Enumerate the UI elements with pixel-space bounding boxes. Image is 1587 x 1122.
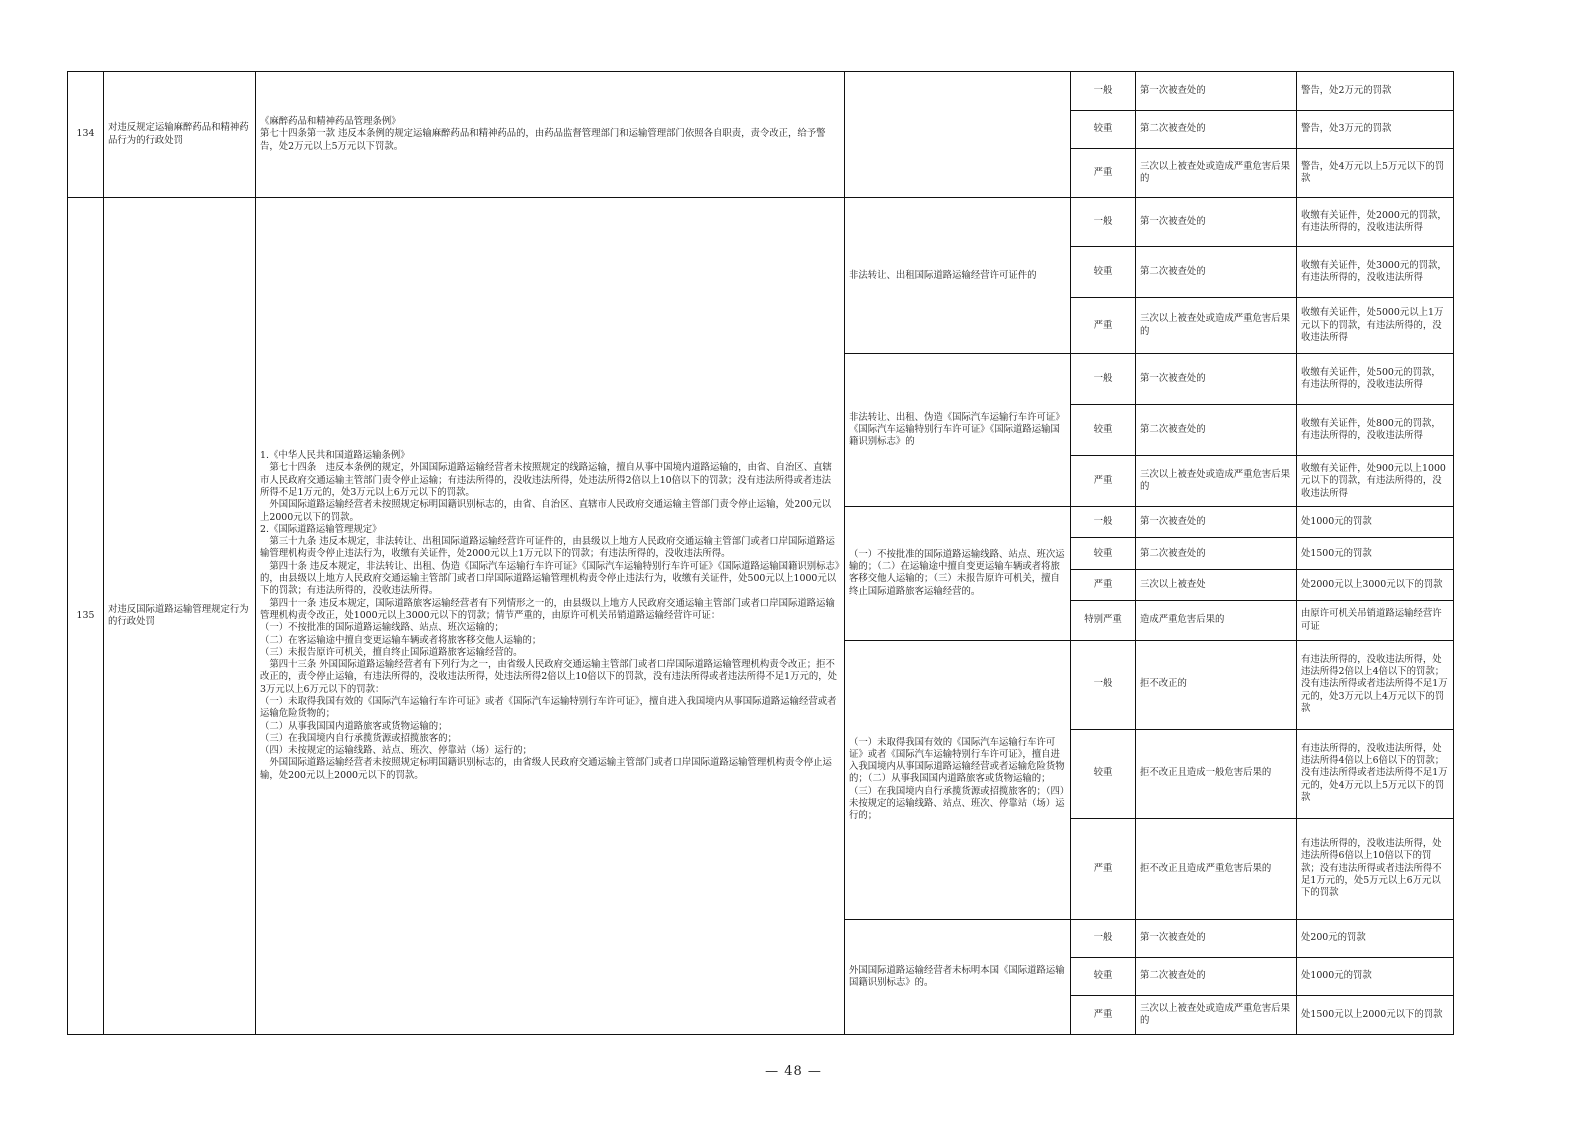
condition: 三次以上被查处或造成严重危害后果的 — [1136, 995, 1297, 1034]
level: 严重 — [1071, 818, 1136, 919]
basis-line: （三）未报告原许可机关，擅自终止国际道路旅客运输经营的。 — [260, 646, 523, 658]
level: 一般 — [1071, 72, 1136, 111]
standard: 有违法所得的，没收违法所得，处违法所得6倍以上10倍以下的罚款；没有违法所得或者违法所得不足1万元的，处5万元以上6万元以下的罚款 — [1297, 818, 1454, 919]
level: 较重 — [1071, 538, 1136, 570]
level: 较重 — [1071, 957, 1136, 995]
level: 较重 — [1071, 405, 1136, 456]
circumstance: （一）不按批准的国际道路运输线路、站点、班次运输的；（二）在运输途中擅自变更运输车辆或者将旅客移交他人运输的；（三）未报告原许可机关，擅自终止国际道路旅客运输经营的。 — [845, 507, 1071, 640]
basis-line: 第七十四条 违反本条例的规定，外国国际道路运输经营者未按照规定的线路运输，擅自从事中国境内道路运输的，由省、自治区、直辖市人民政府交通运输主管部门责令停止运输；有违法所得的，没收违法所得，处违法所得2倍以上10倍以下的罚款；没有违法所得或者违法所得不足1万元的，处3万元以上6万元以下的罚款。 — [260, 462, 832, 498]
page-number: — 48 — — [765, 1064, 822, 1079]
condition: 第二次被查处的 — [1136, 538, 1297, 570]
standard: 收缴有关证件，处800元的罚款，有违法所得的，没收违法所得 — [1297, 405, 1454, 456]
condition: 第一次被查处的 — [1136, 72, 1297, 111]
level: 一般 — [1071, 919, 1136, 957]
standard: 收缴有关证件，处3000元的罚款，有违法所得的，没收违法所得 — [1297, 247, 1454, 298]
condition: 三次以上被查处或造成严重危害后果的 — [1136, 298, 1297, 354]
basis-line: （三）在我国境内自行承揽货源或招揽旅客的； — [260, 732, 457, 744]
standard: 处1000元的罚款 — [1297, 507, 1454, 538]
basis-line: （一）未取得我国有效的《国际汽车运输行车许可证》或者《国际汽车运输特别行车许可证》，擅自进入我国境内从事国际道路运输经营或者运输危险货物的； — [260, 695, 837, 720]
condition: 拒不改正且造成严重危害后果的 — [1136, 818, 1297, 919]
circumstance: 外国国际道路运输经营者未标明本国《国际道路运输国籍识别标志》的。 — [845, 919, 1071, 1034]
basis-line: 第四十三条 外国国际道路运输经营者有下列行为之一，由省级人民政府交通运输主管部门或者口岸国际道路运输管理机构责令改正；拒不改正的，责令停止运输，有违法所得的，没收违法所得，处违法所得2倍以上10倍以下的罚款，没有违法所得或者违法所得不足1万元的，处3万元以上6万元以下的罚款： — [260, 659, 837, 695]
condition: 第二次被查处的 — [1136, 957, 1297, 995]
basis-line: 外国国际道路运输经营者未按照规定标明国籍识别标志的，由省、自治区、直辖市人民政府交通运输主管部门责令停止运输，处200元以上2000元以下的罚款。 — [260, 499, 832, 523]
standard: 收缴有关证件，处500元的罚款，有违法所得的，没收违法所得 — [1297, 354, 1454, 405]
condition: 三次以上被查处或造成严重危害后果的 — [1136, 149, 1297, 198]
condition: 第一次被查处的 — [1136, 919, 1297, 957]
condition: 造成严重危害后果的 — [1136, 601, 1297, 640]
standard: 警告，处2万元的罚款 — [1297, 72, 1454, 111]
standard: 有违法所得的，没收违法所得，处违法所得2倍以上4倍以下的罚款；没有违法所得或者违法所得不足1万元的，处3万元以上4万元以下的罚款 — [1297, 640, 1454, 729]
standard: 有违法所得的，没收违法所得，处违法所得4倍以上6倍以下的罚款；没有违法所得或者违法所得不足1万元的，处4万元以上5万元以下的罚款 — [1297, 729, 1454, 818]
basis-line: 第四十一条 违反本规定，国际道路旅客运输经营者有下列情形之一的，由县级以上地方人民政府交通运输主管部门或者口岸国际道路运输管理机构责令改正，处1000元以上3000元以下的罚款；情节严重的，由原许可机关吊销道路运输经营许可证： — [260, 597, 835, 621]
basis-line: 第七十四条第一款 违反本条例的规定运输麻醉药品和精神药品的，由药品监督管理部门和运输管理部门依照各自职责，责令改正，给予警告，处2万元以上5万元以下罚款。 — [260, 128, 826, 152]
level: 较重 — [1071, 111, 1136, 149]
standard: 警告，处3万元的罚款 — [1297, 111, 1454, 149]
level: 较重 — [1071, 247, 1136, 298]
circumstance: （一）未取得我国有效的《国际汽车运输行车许可证》或者《国际汽车运输特别行车许可证》，擅自进入我国境内从事国际道路运输经营或者运输危险货物的；（二）从事我国国内道路旅客或货物运输的；（三）在我国境内自行承揽货源或招揽旅客的；（四）未按规定的运输线路、站点、班次、停靠站（场）运行的； — [845, 640, 1071, 919]
condition: 第一次被查处的 — [1136, 507, 1297, 538]
level: 严重 — [1071, 298, 1136, 354]
basis-line: 1.《中华人民共和国道路运输条例》 — [260, 450, 410, 462]
level: 一般 — [1071, 507, 1136, 538]
penalty-item: 对违反规定运输麻醉药品和精神药品行为的行政处罚 — [104, 72, 256, 198]
condition: 第二次被查处的 — [1136, 405, 1297, 456]
level: 特别严重 — [1071, 601, 1136, 640]
standard: 收缴有关证件，处5000元以上1万元以下的罚款，有违法所得的，没收违法所得 — [1297, 298, 1454, 354]
basis-line: （四）未按规定的运输线路、站点、班次、停靠站（场）运行的； — [260, 745, 532, 757]
level: 严重 — [1071, 149, 1136, 198]
condition: 第二次被查处的 — [1136, 111, 1297, 149]
level: 严重 — [1071, 995, 1136, 1034]
condition: 第一次被查处的 — [1136, 354, 1297, 405]
basis-line: 外国国际道路运输经营者未按照规定标明国籍识别标志的，由省级人民政府交通运输主管部门或者口岸国际道路运输管理机构责令停止运输，处200元以上2000元以下的罚款。 — [260, 757, 832, 781]
basis-line: 《麻醉药品和精神药品管理条例》 — [260, 116, 401, 128]
standard: 处1500元的罚款 — [1297, 538, 1454, 570]
condition: 拒不改正的 — [1136, 640, 1297, 729]
penalty-item: 对违反国际道路运输管理规定行为的行政处罚 — [104, 198, 256, 1035]
circumstance: 非法转让、出租国际道路运输经营许可证件的 — [845, 198, 1071, 354]
condition: 第一次被查处的 — [1136, 198, 1297, 247]
condition: 拒不改正且造成一般危害后果的 — [1136, 729, 1297, 818]
level: 严重 — [1071, 570, 1136, 601]
row-number: 135 — [68, 198, 104, 1035]
condition: 第二次被查处的 — [1136, 247, 1297, 298]
standard: 处1500元以上2000元以下的罚款 — [1297, 995, 1454, 1034]
basis-line: （一）不按批准的国际道路运输线路、站点、班次运输的； — [260, 622, 504, 634]
basis-line: 2.《国际道路运输管理规定》 — [260, 523, 382, 535]
table-row — [68, 198, 1454, 247]
circumstance: 非法转让、出租、伪造《国际汽车运输行车许可证》《国际汽车运输特别行车许可证》《国际道路运输国籍识别标志》的 — [845, 354, 1071, 507]
level: 一般 — [1071, 198, 1136, 247]
level: 一般 — [1071, 640, 1136, 729]
penalty-table — [67, 71, 1454, 1035]
condition: 三次以上被查处或造成严重危害后果的 — [1136, 456, 1297, 507]
legal-basis — [256, 198, 845, 1035]
standard: 处1000元的罚款 — [1297, 957, 1454, 995]
legal-basis — [256, 72, 845, 198]
level: 严重 — [1071, 456, 1136, 507]
level: 一般 — [1071, 354, 1136, 405]
standard: 由原许可机关吊销道路运输经营许可证 — [1297, 601, 1454, 640]
basis-line: （二）从事我国国内道路旅客或货物运输的； — [260, 720, 448, 732]
standard: 收缴有关证件，处2000元的罚款，有违法所得的，没收违法所得 — [1297, 198, 1454, 247]
basis-line: （二）在客运输途中擅自变更运输车辆或者将旅客移交他人运输的； — [260, 634, 542, 646]
standard: 警告，处4万元以上5万元以下的罚款 — [1297, 149, 1454, 198]
condition: 三次以上被查处 — [1136, 570, 1297, 601]
circumstance — [845, 72, 1071, 198]
basis-line: 第三十九条 违反本规定，非法转让、出租国际道路运输经营许可证件的，由县级以上地方人民政府交通运输主管部门或者口岸国际道路运输管理机构责令停止违法行为，收缴有关证件，处2000元以上1万元以下的罚款；有违法所得的，没收违法所得。 — [260, 536, 835, 560]
standard: 处200元的罚款 — [1297, 919, 1454, 957]
standard: 处2000元以上3000元以下的罚款 — [1297, 570, 1454, 601]
standard: 收缴有关证件，处900元以上1000元以下的罚款，有违法所得的，没收违法所得 — [1297, 456, 1454, 507]
basis-line: 第四十条 违反本规定，非法转让、出租、伪造《国际汽车运输行车许可证》《国际汽车运输特别行车许可证》《国际道路运输国籍识别标志》的，由县级以上地方人民政府交通运输主管部门或者口岸国际道路运输管理机构责令停止违法行为，收缴有关证件，处500元以上1000元以下的罚款；有违法所得的，没收违法所得。 — [260, 560, 840, 597]
level: 较重 — [1071, 729, 1136, 818]
row-number: 134 — [68, 72, 104, 198]
table-row — [68, 72, 1454, 111]
